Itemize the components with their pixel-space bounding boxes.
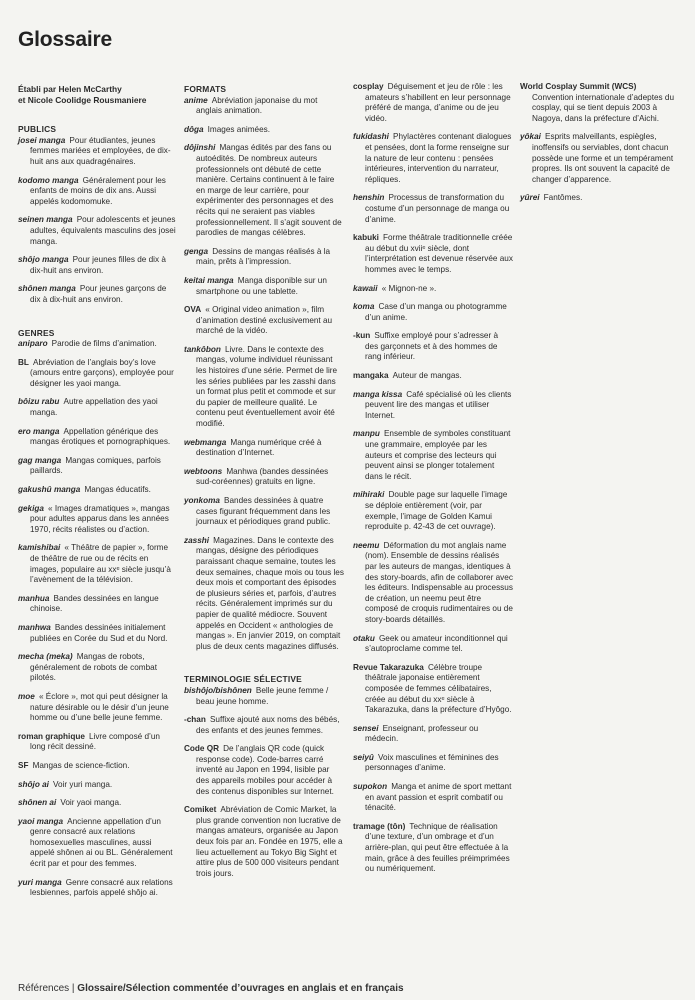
glossary-term: ero manga	[18, 426, 60, 436]
glossary-entry	[18, 594, 176, 615]
glossary-term: tramage (tôn)	[353, 821, 406, 831]
glossary-term: manhwa	[18, 622, 51, 632]
glossary-term: Code QR	[184, 744, 220, 754]
glossary-term: genga	[184, 246, 209, 256]
glossary-term: kamishibai	[18, 543, 61, 553]
glossary-entry	[18, 358, 176, 390]
glossary-definition: « Images dramatiques », mangas pour adultes apparus dans les années 1970, récits réalistes ou d’action.	[30, 503, 170, 534]
glossary-definition: « Théâtre de papier », forme de théâtre de rue ou de récits en images, populaire au xxᵉ siècle jusqu’à l’avènement de la télévision.	[30, 543, 171, 585]
glossary-definition: Voir yaoi manga.	[60, 798, 122, 808]
glossary-term: yuri manga	[18, 877, 62, 887]
glossary-entry	[520, 82, 680, 124]
glossary-definition: Manga disponible sur un smartphone ou une tablette.	[196, 275, 327, 296]
glossary-definition: Pour jeunes filles de dix à dix-huit ans environ.	[30, 255, 166, 275]
glossary-entry	[184, 125, 344, 136]
glossary-term: dôjinshi	[184, 143, 216, 153]
glossary-definition: Appellation générique des mangas érotiques et pornographiques.	[30, 426, 171, 447]
glossary-definition: De l’anglais QR code (quick response code). Code-barres carré inventé au Japon en 1994, lisible par des appareils mobiles pour accéder à des contenus disponibles sur Internet.	[196, 744, 334, 796]
glossary-term: seiyû	[353, 752, 374, 762]
glossary-term: bôizu rabu	[18, 397, 60, 407]
glossary-definition: Ancienne appellation d’un genre consacré aux relations homosexuelles masculines, aussi appelé shônen ai ou BL. Généralement écrit par et pour des femmes.	[30, 816, 173, 869]
glossary-entry	[184, 744, 344, 797]
glossary-term: kodomo manga	[18, 175, 79, 185]
glossary-entry	[18, 817, 176, 870]
glossary-term: manpu	[353, 429, 380, 439]
glossary-definition: Ensemble de symboles constituant une grammaire, employée par les auteurs et comprise des lecteurs qui peuvent ainsi se plonger totalement dans le récit.	[365, 429, 511, 481]
glossary-definition: Autre appellation des yaoi manga.	[30, 397, 158, 418]
glossary-definition: Pour jeunes garçons de dix à dix-huit ans environ.	[30, 284, 167, 304]
glossary-entry	[353, 822, 513, 875]
glossary-definition: Pour adolescents et jeunes adultes, équivalents masculins des josei manga.	[30, 215, 176, 246]
glossary-definition: Parodie de films d’animation.	[51, 339, 157, 349]
glossary-term: fukidashi	[353, 132, 389, 142]
authors	[18, 84, 176, 105]
glossary-term: shôjo ai	[18, 779, 49, 789]
glossary-term: roman graphique	[18, 731, 85, 741]
column-4	[520, 82, 680, 226]
glossary-entry	[18, 255, 176, 276]
column-3	[353, 82, 513, 897]
glossary-entry	[18, 780, 176, 791]
glossary-entry	[184, 305, 344, 337]
glossary-term: -kun	[353, 331, 371, 341]
glossary-entry	[184, 715, 344, 736]
glossary-definition: Mangas de science-fiction.	[32, 760, 130, 770]
glossary-entry	[520, 193, 680, 204]
glossary-definition: Manga numérique créé à destination d’Internet.	[196, 437, 322, 458]
glossary-entry	[18, 761, 176, 772]
glossary-definition: Bandes dessinées initialement publiées en Corée du Sud et du Nord.	[30, 622, 168, 643]
glossary-entry	[353, 490, 513, 532]
glossary-entry	[18, 485, 176, 496]
glossary-term: mecha (meka)	[18, 652, 73, 662]
glossary-definition: Déguisement et jeu de rôle : les amateurs s’habillent en leur personnage préféré de manga, d’anime ou de jeu vidéo.	[365, 82, 511, 123]
glossary-entry	[353, 331, 513, 363]
glossary-definition: Processus de transformation du costume d’un personnage de manga ou d’anime.	[365, 193, 510, 224]
glossary-term: Comiket	[184, 805, 217, 815]
glossary-term: yonkoma	[184, 496, 220, 505]
glossary-entry	[18, 397, 176, 418]
glossary-entry	[18, 504, 176, 536]
glossary-definition: Abréviation japonaise du mot anglais animation.	[196, 95, 318, 116]
section-heading: GENRES	[18, 327, 55, 338]
glossary-entry	[184, 805, 344, 879]
glossary-definition: Magazines. Dans le contexte des mangas, désigne des périodiques paraissant chaque semaine, toutes les deux semaines, chaque mois ou tous les deux mois et comportant des épisodes de plusieurs séries et, parfois, d’autres récits. Généralement imprimés sur du papier de qualité médiocre. Souvent appelés en Occident « anthologies de mangas ». En janvier 2019, on comptait plus de deux cents magazines diffusés.	[196, 535, 344, 651]
glossary-term: OVA	[184, 305, 202, 315]
glossary-entry	[184, 686, 344, 707]
glossary-entry	[353, 390, 513, 422]
glossary-definition: Technique de réalisation d’une texture, d’un ombrage et d’un arrière-plan, qui peut être effectuée à la main, grâce à des feuilles préimprimées ou numériquement.	[365, 821, 510, 874]
author-line: et Nicole Coolidge Rousmaniere	[18, 94, 147, 105]
glossary-definition: Manga et anime de sport mettant en avant passion et esprit combatif ou ténacité.	[365, 782, 512, 813]
glossary-definition: Livre composé d’un long récit dessiné.	[30, 731, 160, 752]
glossary-definition: Voix masculines et féminines des personnages d’anime.	[365, 752, 499, 773]
glossary-entry	[18, 136, 176, 168]
glossary-term: World Cosplay Summit (WCS)	[520, 82, 637, 91]
glossary-term: moe	[18, 691, 35, 701]
glossary-entry	[353, 782, 513, 814]
page-footer	[18, 983, 404, 994]
glossary-definition: Dessins de mangas réalisés à la main, prêts à l’impression.	[196, 246, 331, 267]
glossary-term: seinen manga	[18, 215, 73, 225]
glossary-definition: Pour étudiantes, jeunes femmes mariées et employées, de dix-huit ans aux quadragénaires.	[30, 135, 171, 166]
glossary-definition: Mangas éducatifs.	[84, 485, 151, 495]
glossary-definition: Café spécialisé où les clients peuvent lire des mangas et utiliser Internet.	[365, 389, 512, 420]
glossary-term: yôkai	[520, 132, 541, 142]
glossary-entry	[184, 143, 344, 238]
glossary-term: sensei	[353, 723, 379, 733]
glossary-section	[18, 328, 176, 899]
glossary-definition: « Mignon-ne ».	[381, 283, 437, 293]
glossary-entry	[353, 429, 513, 482]
glossary-definition: Images animées.	[207, 124, 271, 134]
glossary-term: manga kissa	[353, 389, 403, 399]
glossary-entry	[353, 284, 513, 295]
glossary-entry	[18, 215, 176, 247]
glossary-definition: Genre consacré aux relations lesbiennes, parfois appelé shôjo ai.	[30, 877, 173, 898]
column-2	[184, 84, 344, 901]
glossary-term: cosplay	[353, 82, 384, 91]
author-line: Établi par Helen McCarthy	[18, 84, 122, 94]
glossary-term: -chan	[184, 715, 206, 725]
glossary-term: neemu	[353, 540, 380, 550]
footer-prefix: Références |	[18, 983, 78, 994]
glossary-section	[520, 82, 680, 204]
glossary-entry	[18, 176, 176, 208]
glossary-entry	[353, 541, 513, 626]
glossary-term: koma	[353, 302, 375, 312]
glossary-term: zasshi	[184, 535, 210, 545]
glossary-definition: Livre. Dans le contexte des mangas, volume individuel réunissant les histoires d’une série. Permet de lire les séries publiées par les zasshi dans un format plus petit et commode et sur du papier de meilleure qualité. Le contenu peut éventuellement avoir été modifié.	[196, 344, 338, 429]
glossary-definition: Esprits malveillants, espiègles, inoffensifs ou serviables, dont chacun possède une forme et un tempérament propres. Ils ont souvent la capacité de changer d’apparence.	[532, 132, 674, 184]
glossary-entry	[184, 345, 344, 430]
glossary-term: yaoi manga	[18, 816, 64, 826]
glossary-entry	[184, 96, 344, 117]
glossary-definition: Déformation du mot anglais name (nom). Ensemble de dessins réalisés par les auteurs de mangas, identiques à des story-boards, afin de collaborer avec les éditeurs. Indispensable au processus de création, un neemu peut être composé de croquis rudimentaires ou de story-boards détaillés.	[365, 540, 513, 624]
glossary-term: manhua	[18, 593, 50, 603]
glossary-definition: Manhwa (bandes dessinées sud-coréennes) gratuits en ligne.	[196, 466, 329, 487]
glossary-term: Revue Takarazuka	[353, 662, 424, 672]
glossary-term: webtoons	[184, 466, 223, 476]
glossary-term: yûrei	[520, 193, 540, 203]
glossary-entry	[353, 634, 513, 655]
glossary-definition: Bandes dessinées à quatre cases figurant fréquemment dans les journaux et périodiques grand public.	[196, 496, 331, 527]
glossary-term: dôga	[184, 124, 204, 134]
section-heading: TERMINOLOGIE SÉLECTIVE	[184, 674, 302, 685]
glossary-entry	[353, 302, 513, 323]
glossary-definition: « Original video animation », film d’animation destiné exclusivement au marché de la vidéo.	[196, 305, 333, 336]
glossary-entry	[18, 623, 176, 644]
glossary-definition: Belle jeune femme / beau jeune homme.	[196, 685, 329, 706]
glossary-term: supokon	[353, 782, 388, 792]
glossary-term: keitai manga	[184, 275, 234, 285]
glossary-entry	[520, 132, 680, 185]
glossary-definition: Convention internationale d’adeptes du cosplay, qui se tient depuis 2003 à Nagoya, dans la préfecture d’Aichi.	[532, 92, 675, 123]
glossary-entry	[353, 371, 513, 382]
glossary-definition: Phylactères contenant dialogues et pensées, dont la forme renseigne sur la nature de leur contenu : pensées intérieures, intervention du narrateur, répliques.	[365, 132, 512, 184]
glossary-definition: Mangas de robots, généralement de robots de combat pilotés.	[30, 652, 157, 683]
glossary-entry	[353, 724, 513, 745]
glossary-term: SF	[18, 760, 29, 770]
glossary-entry	[184, 247, 344, 268]
glossary-term: mangaka	[353, 371, 389, 381]
glossary-term: tankôbon	[184, 344, 221, 354]
section-heading: FORMATS	[184, 84, 227, 94]
glossary-definition: Auteur de mangas.	[392, 371, 462, 381]
glossary-definition: Bandes dessinées en langue chinoise.	[30, 593, 159, 614]
glossary-definition: Mangas comiques, parfois paillards.	[30, 455, 161, 476]
column-1	[18, 84, 176, 921]
glossary-entry	[18, 543, 176, 585]
glossary-definition: Abréviation de l’anglais boy’s love (amours entre garçons), employée pour désigner les yaoi manga.	[30, 357, 174, 388]
glossary-entry	[18, 339, 176, 350]
glossary-definition: Forme théâtrale traditionnelle créée au début du xviiᵉ siècle, dont l’interprétation est devenue réservée aux hommes avec le temps.	[365, 233, 513, 274]
glossary-section	[353, 82, 513, 875]
glossary-entry	[18, 284, 176, 305]
glossary-term: gekiga	[18, 503, 44, 513]
glossary-entry	[18, 878, 176, 899]
glossary-entry	[18, 732, 176, 753]
footer-title: Glossaire/Sélection commentée d’ouvrages en anglais et en français	[77, 983, 404, 994]
glossary-term: otaku	[353, 633, 375, 643]
glossary-term: mihiraki	[353, 490, 385, 500]
glossary-entry	[184, 536, 344, 653]
glossary-term: anime	[184, 95, 208, 105]
glossary-section	[184, 84, 344, 652]
glossary-definition: Double page sur laquelle l’image se déploie entièrement (voir, par exemple, l’image de Golden Kamui reproduite p. 42-43 de cet ouvrage).	[365, 490, 508, 532]
glossary-term: shôjo manga	[18, 255, 69, 265]
glossary-entry	[353, 132, 513, 185]
glossary-term: kawaii	[353, 283, 378, 293]
glossary-definition: Enseignant, professeur ou médecin.	[365, 723, 479, 744]
glossary-entry	[18, 798, 176, 809]
glossary-term: shônen ai	[18, 798, 57, 808]
glossary-entry	[184, 276, 344, 297]
glossary-definition: Généralement pour les enfants de moins de dix ans. Aussi appelés kodomomuke.	[30, 175, 166, 206]
glossary-section	[18, 124, 176, 305]
glossary-definition: Suffixe employé pour s’adresser à des garçonnets et à des hommes de rang inférieur.	[365, 331, 499, 362]
glossary-entry	[184, 438, 344, 459]
glossary-term: gag manga	[18, 455, 62, 465]
glossary-term: shônen manga	[18, 284, 76, 294]
glossary-term: henshin	[353, 193, 385, 203]
glossary-entry	[18, 427, 176, 448]
page-title: Glossaire	[18, 28, 112, 51]
glossary-entry	[18, 652, 176, 684]
glossary-entry	[353, 663, 513, 716]
glossary-entry	[184, 467, 344, 488]
glossary-term: josei manga	[18, 135, 66, 145]
glossary-definition: Suffixe ajouté aux noms des bébés, des enfants et des jeunes femmes.	[196, 715, 340, 735]
glossary-definition: Geek ou amateur inconditionnel qui s’autoproclame comme tel.	[365, 633, 508, 654]
glossary-definition: Fantômes.	[543, 193, 583, 203]
glossary-term: gakushû manga	[18, 485, 81, 495]
glossary-term: aniparo	[18, 339, 48, 349]
glossary-definition: Célèbre troupe théâtrale japonaise entièrement composée de femmes célibataires, créée au début du xxᵉ siècle à Takarazuka, dans la préfecture d’Hyôgo.	[365, 662, 512, 715]
glossary-entry	[353, 233, 513, 275]
glossary-definition: Abréviation de Comic Market, la plus grande convention non lucrative de mangas amateurs, organisée au Japon deux fois par an. Fondée en 1975, elle a lieu actuellement au Tokyo Big Sight et attire plus de 500 000 visiteurs pendant trois jours.	[196, 805, 343, 878]
glossary-entry	[353, 193, 513, 225]
glossary-term: BL	[18, 357, 29, 367]
glossary-definition: « Éclore », mot qui peut désigner la nature désirable ou le désir d’un jeune homme ou d’une belle jeune femme.	[30, 691, 169, 723]
glossary-entry	[353, 82, 513, 124]
glossary-definition: Case d’un manga ou photogramme d’un anime.	[365, 302, 507, 322]
glossary-term: kabuki	[353, 233, 379, 243]
glossary-entry	[18, 692, 176, 724]
glossary-entry	[353, 753, 513, 774]
glossary-section	[184, 674, 344, 879]
glossary-definition: Voir yuri manga.	[53, 779, 113, 789]
glossary-entry	[184, 496, 344, 528]
glossary-definition: Mangas édités par des fans ou autoédités. De nombreux auteurs professionnels ont débuté de cette manière. Certains continuent à le faire en marge de leur carrière, pour expérimenter des personnages et des récits qui ne seraient pas viables professionnellement. Il s’agit souvent de parodies de mangas célèbres.	[196, 143, 342, 238]
section-heading: PUBLICS	[18, 124, 57, 135]
glossary-term: bishôjo/bishônen	[184, 685, 252, 695]
glossary-entry	[18, 456, 176, 477]
glossary-term: webmanga	[184, 437, 227, 447]
